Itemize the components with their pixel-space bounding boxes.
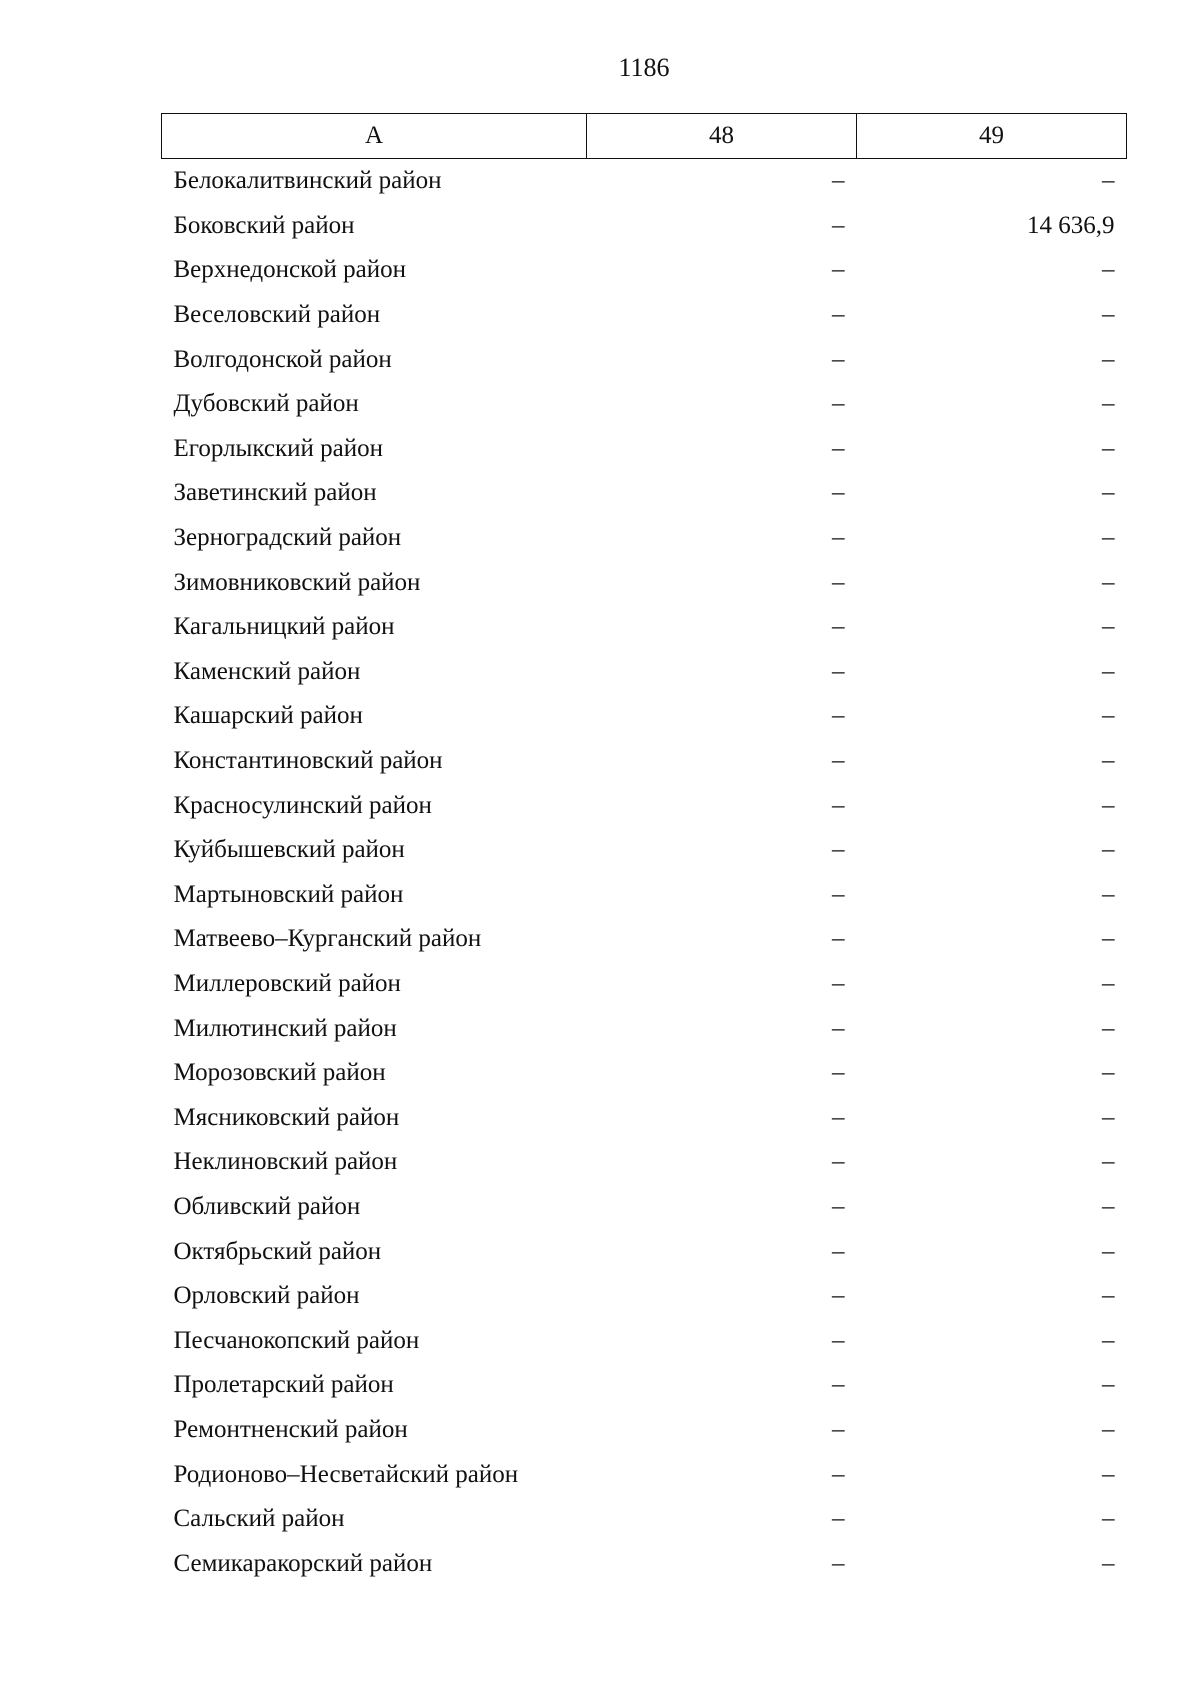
table-row [162,248,1127,293]
value-cell-49: – [1102,524,1115,552]
value-cell-49: – [1102,1505,1115,1533]
value-cell-49: – [1102,1549,1115,1577]
value-cell-49: – [1102,1059,1115,1087]
table-row [162,337,1127,382]
table-row [162,204,1127,249]
value-cell-48: – [832,836,845,864]
value-cell-48: – [832,256,845,284]
table-row [162,427,1127,472]
value-cell-49: – [1102,657,1115,685]
table-row [162,1408,1127,1453]
value-cell-49: – [1102,1282,1115,1310]
table-row [162,739,1127,784]
value-cell-48: – [832,1148,845,1176]
value-cell-49: – [1102,1148,1115,1176]
district-name-cell: Мясниковский район [173,1103,400,1131]
value-cell-49: – [1102,925,1115,953]
value-cell-49: – [1102,256,1115,284]
value-cell-49: – [1102,747,1115,775]
district-name-cell: Матвеево–Курганский район [173,925,482,953]
table-row [162,962,1127,1007]
page-number: 1186 [618,53,670,82]
table-row [162,1497,1127,1542]
table-row [162,1541,1127,1586]
value-cell-49: 14 636,9 [1027,211,1115,239]
district-name-cell: Веселовский район [173,301,381,329]
table-row [162,293,1127,338]
value-cell-49: – [1102,836,1115,864]
header-cell-49: 49 [857,114,1127,159]
table-row [162,1185,1127,1230]
value-cell-48: – [832,925,845,953]
district-name-cell: Миллеровский район [173,969,401,997]
value-cell-49: – [1102,568,1115,596]
district-name-cell: Ремонтненский район [173,1415,408,1443]
value-cell-48: – [832,1014,845,1042]
value-cell-48: – [832,1460,845,1488]
table-row [162,159,1127,204]
table-row [162,1140,1127,1185]
district-name-cell: Орловский район [173,1282,360,1310]
district-name-cell: Неклиновский район [173,1148,398,1176]
value-cell-48: – [832,479,845,507]
value-cell-48: – [832,1549,845,1577]
district-name-cell: Обливский район [173,1192,361,1220]
district-name-cell: Родионово–Несветайский район [173,1460,519,1488]
table-row [162,694,1127,739]
district-name-cell: Куйбышевский район [173,836,405,864]
value-cell-49: – [1102,791,1115,819]
district-name-cell: Зерноградский район [173,524,402,552]
district-name-cell: Красносулинский район [173,791,432,819]
value-cell-49: – [1102,1237,1115,1265]
value-cell-49: – [1102,345,1115,373]
value-cell-48: – [832,747,845,775]
value-cell-49: – [1102,1371,1115,1399]
value-cell-48: – [832,1415,845,1443]
value-cell-49: – [1102,301,1115,329]
value-cell-49: – [1102,613,1115,641]
value-cell-48: – [832,390,845,418]
value-cell-49: – [1102,1460,1115,1488]
table-row [162,471,1127,516]
table-row [162,605,1127,650]
table-row [162,1006,1127,1051]
table-row [162,873,1127,918]
value-cell-48: – [832,702,845,730]
value-cell-49: – [1102,880,1115,908]
table-row [162,516,1127,561]
district-name-cell: Заветинский район [173,479,377,507]
district-name-cell: Октябрьский район [173,1237,382,1265]
district-name-cell: Милютинский район [173,1014,397,1042]
district-name-cell: Дубовский район [173,390,359,418]
value-cell-49: – [1102,1192,1115,1220]
table-header [162,114,1127,159]
value-cell-48: – [832,524,845,552]
table-row [162,828,1127,873]
value-cell-48: – [832,613,845,641]
table-row [162,783,1127,828]
value-cell-49: – [1102,167,1115,195]
table-body [162,159,1127,1587]
value-cell-48: – [832,568,845,596]
value-cell-48: – [832,1326,845,1354]
table-row [162,650,1127,695]
value-cell-48: – [832,1282,845,1310]
district-name-cell: Кашарский район [173,702,363,730]
table-row [162,1095,1127,1140]
value-cell-48: – [832,791,845,819]
value-cell-48: – [832,167,845,195]
header-row [162,114,1127,159]
value-cell-49: – [1102,479,1115,507]
value-cell-49: – [1102,969,1115,997]
district-name-cell: Кагальницкий район [173,613,395,641]
value-cell-49: – [1102,1415,1115,1443]
value-cell-48: – [832,1237,845,1265]
district-name-cell: Белокалитвинский район [173,167,442,195]
district-name-cell: Волгодонской район [173,345,392,373]
district-name-cell: Боковский район [173,211,355,239]
table-row [162,1051,1127,1096]
value-cell-48: – [832,1371,845,1399]
table-row [162,917,1127,962]
value-cell-49: – [1102,434,1115,462]
value-cell-48: – [832,969,845,997]
district-name-cell: Мартыновский район [173,880,404,908]
value-cell-48: – [832,657,845,685]
value-cell-49: – [1102,390,1115,418]
value-cell-48: – [832,301,845,329]
value-cell-48: – [832,1103,845,1131]
district-name-cell: Пролетарский район [173,1371,394,1399]
value-cell-49: – [1102,1326,1115,1354]
district-name-cell: Семикаракорский район [173,1549,433,1577]
data-table [161,113,1127,1586]
header-cell-a: А [162,114,587,159]
district-name-cell: Зимовниковский район [173,568,421,596]
table-row [162,1274,1127,1319]
table-row [162,1452,1127,1497]
table-row [162,1318,1127,1363]
value-cell-48: – [832,1505,845,1533]
value-cell-48: – [832,880,845,908]
value-cell-48: – [832,434,845,462]
value-cell-49: – [1102,1014,1115,1042]
table-row [162,1363,1127,1408]
district-name-cell: Песчанокопский район [173,1326,420,1354]
value-cell-48: – [832,1192,845,1220]
value-cell-49: – [1102,702,1115,730]
district-name-cell: Морозовский район [173,1059,386,1087]
district-name-cell: Константиновский район [173,747,443,775]
value-cell-48: – [832,345,845,373]
table-row [162,382,1127,427]
header-cell-48: 48 [587,114,857,159]
table-row [162,560,1127,605]
table-row [162,1229,1127,1274]
district-name-cell: Егорлыкский район [173,434,383,462]
district-name-cell: Каменский район [173,657,361,685]
district-name-cell: Верхнедонской район [173,256,406,284]
value-cell-48: – [832,1059,845,1087]
district-name-cell: Сальский район [173,1505,345,1533]
value-cell-49: – [1102,1103,1115,1131]
value-cell-48: – [832,211,845,239]
